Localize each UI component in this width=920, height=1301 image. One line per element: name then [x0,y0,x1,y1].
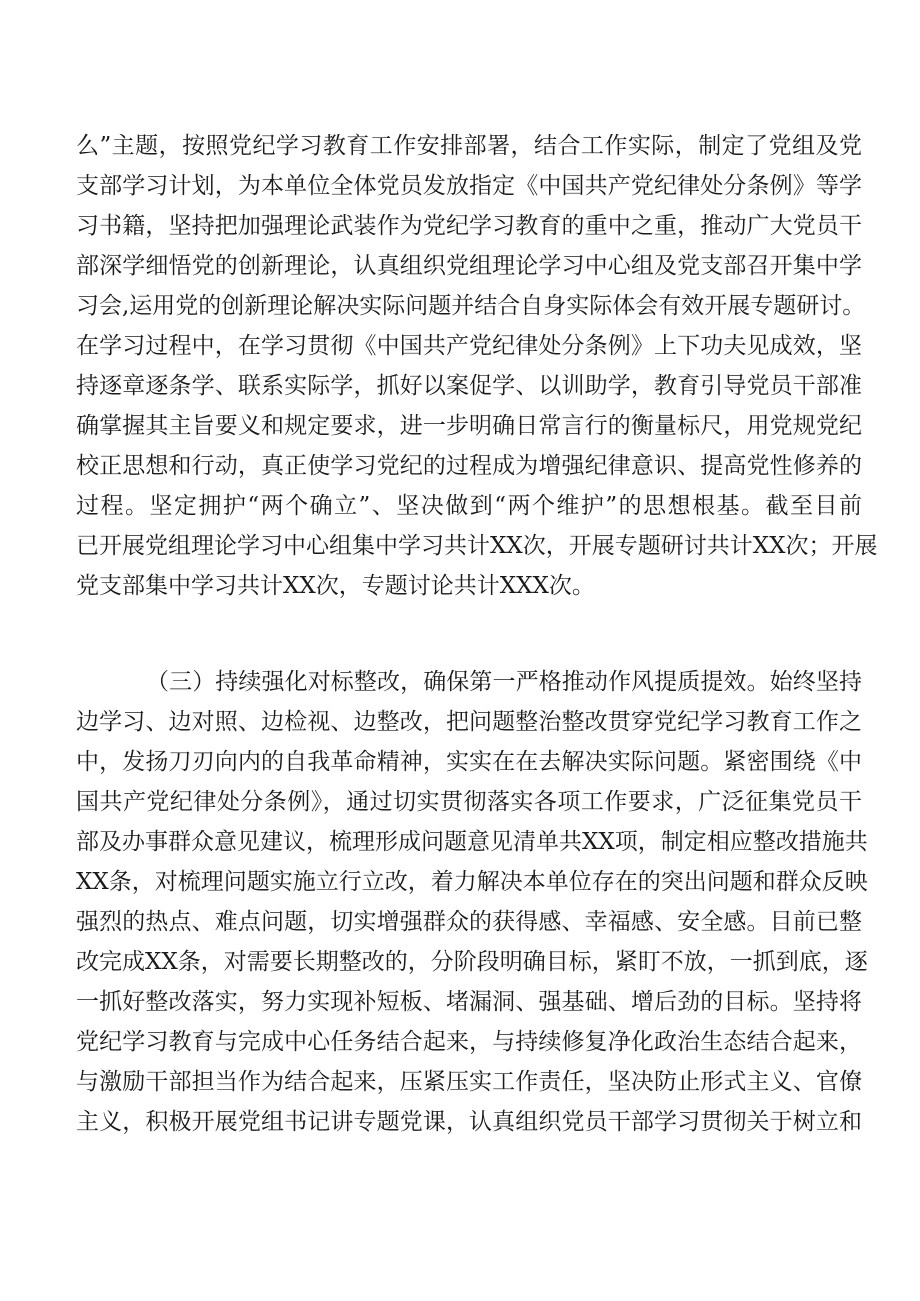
text-line: 支部学习计划，为本单位全体党员发放指定《中国共产党纪律处分条例》等学 [76,173,862,199]
text-line: 已开展党组理论学习中心组集中学习共计XX次，开展专题研讨共计XX次；开展 [76,533,878,559]
text-line: 强烈的热点、难点问题，切实增强群众的获得感、幸福感、安全感。目前已整 [76,909,862,935]
text-line: 党纪学习教育与完成中心任务结合起来，与持续修复净化政治生态结合起来， [76,1029,862,1055]
paragraph-rectification [76,662,868,1142]
text-line: 习书籍，坚持把加强理论武装作为党纪学习教育的重中之重，推动广大党员干 [76,213,862,239]
text-line: 持逐章逐条学、联系实际学，抓好以案促学、以训助学，教育引导党员干部准 [76,373,862,399]
text-line: XX条，对梳理问题实施立行立改，着力解决本单位存在的突出问题和群众反映 [76,869,868,895]
text-line: 一抓好整改落实，努力实现补短板、堵漏洞、强基础、增后劲的目标。坚持将 [76,989,862,1015]
text-line: 部深学细悟党的创新理论，认真组织党组理论学习中心组及党支部召开集中学 [76,253,862,279]
section-heading-line: （三）持续强化对标整改，确保第一严格推动作风提质提效。始终坚持 [146,669,862,695]
text-line: 改完成XX条，对需要长期整改的，分阶段明确目标，紧盯不放，一抓到底，逐 [76,949,868,975]
text-line: 国共产党纪律处分条例》，通过切实贯彻落实各项工作要求，广泛征集党员干 [76,789,862,815]
text-line: 部及办事群众意见建议，梳理形成问题意见清单共XX项，制定相应整改措施共 [76,829,868,855]
text-line: 主义，积极开展党组书记讲专题党课，认真组织党员干部学习贯彻关于树立和 [76,1109,862,1135]
text-line: 党支部集中学习共计XX次，专题讨论共计XXX次。 [76,573,595,599]
text-line: 中，发扬刀刃向内的自我革命精神，实实在在去解决实际问题。紧密围绕《中 [76,749,862,775]
paragraph-study-plan [76,126,878,606]
text-line: 习会,运用党的创新理论解决实际问题并结合自身实际体会有效开展专题研讨。 [76,293,866,319]
text-line: 边学习、边对照、边检视、边整改，把问题整治整改贯穿党纪学习教育工作之 [76,709,862,735]
text-line: 在学习过程中，在学习贯彻《中国共产党纪律处分条例》上下功夫见成效，坚 [76,333,862,359]
text-line: 么”主题，按照党纪学习教育工作安排部署，结合工作实际，制定了党组及党 [76,133,862,159]
text-line: 校正思想和行动，真正使学习党纪的过程成为增强纪律意识、提高党性修养的 [76,453,862,479]
text-line: 确掌握其主旨要义和规定要求，进一步明确日常言行的衡量标尺，用党规党纪 [76,413,862,439]
text-line: 过程。坚定拥护“两个确立”、坚决做到“两个维护”的思想根基。截至目前 [76,493,862,519]
text-line: 与激励干部担当作为结合起来，压紧压实工作责任，坚决防止形式主义、官僚 [76,1069,862,1095]
